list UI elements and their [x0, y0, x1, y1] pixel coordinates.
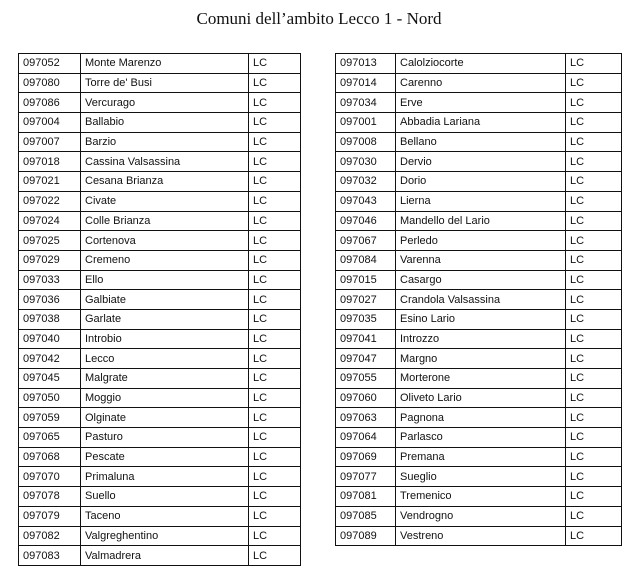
municipality-code-cell: 097083: [19, 546, 81, 566]
table-row: [336, 290, 622, 310]
municipality-code-cell: 097025: [19, 231, 81, 251]
table-row: [19, 506, 301, 526]
municipality-name-cell: Torre de' Busi: [81, 73, 249, 93]
table-row: [336, 309, 622, 329]
municipality-code-cell: 097029: [19, 250, 81, 270]
table-row: [336, 388, 622, 408]
table-row: [336, 349, 622, 369]
municipality-name-cell: Abbadia Lariana: [396, 113, 566, 133]
province-cell: LC: [566, 270, 622, 290]
table-row: [19, 428, 301, 448]
municipality-name-cell: Ello: [81, 270, 249, 290]
municipality-name-cell: Crandola Valsassina: [396, 290, 566, 310]
table-row: [19, 93, 301, 113]
municipality-name-cell: Sueglio: [396, 467, 566, 487]
municipality-code-cell: 097080: [19, 73, 81, 93]
municipality-name-cell: Cassina Valsassina: [81, 152, 249, 172]
municipality-code-cell: 097065: [19, 428, 81, 448]
municipality-name-cell: Cesana Brianza: [81, 172, 249, 192]
table-row: [336, 172, 622, 192]
municipality-code-cell: 097045: [19, 369, 81, 389]
municipalities-table-right: [335, 53, 622, 546]
municipality-name-cell: Margno: [396, 349, 566, 369]
municipality-code-cell: 097041: [336, 329, 396, 349]
province-cell: LC: [249, 349, 301, 369]
municipality-code-cell: 097007: [19, 132, 81, 152]
province-cell: LC: [566, 526, 622, 546]
municipality-name-cell: Cremeno: [81, 250, 249, 270]
table-row: [19, 369, 301, 389]
municipality-code-cell: 097050: [19, 388, 81, 408]
province-cell: LC: [566, 172, 622, 192]
table-row: [336, 250, 622, 270]
province-cell: LC: [249, 250, 301, 270]
municipality-name-cell: Vendrogno: [396, 506, 566, 526]
province-cell: LC: [566, 388, 622, 408]
municipality-code-cell: 097022: [19, 191, 81, 211]
municipality-name-cell: Tremenico: [396, 487, 566, 507]
municipality-code-cell: 097018: [19, 152, 81, 172]
province-cell: LC: [566, 73, 622, 93]
municipality-code-cell: 097004: [19, 113, 81, 133]
municipality-name-cell: Pasturo: [81, 428, 249, 448]
municipality-name-cell: Vercurago: [81, 93, 249, 113]
municipality-code-cell: 097046: [336, 211, 396, 231]
table-body-right: [336, 54, 622, 546]
municipality-name-cell: Pagnona: [396, 408, 566, 428]
municipality-code-cell: 097040: [19, 329, 81, 349]
province-cell: LC: [249, 231, 301, 251]
municipality-code-cell: 097021: [19, 172, 81, 192]
table-row: [336, 231, 622, 251]
province-cell: LC: [249, 54, 301, 74]
table-row: [19, 73, 301, 93]
municipality-code-cell: 097015: [336, 270, 396, 290]
municipality-code-cell: 097027: [336, 290, 396, 310]
table-row: [19, 250, 301, 270]
province-cell: LC: [566, 113, 622, 133]
province-cell: LC: [566, 211, 622, 231]
municipality-name-cell: Premana: [396, 447, 566, 467]
municipality-name-cell: Mandello del Lario: [396, 211, 566, 231]
province-cell: LC: [249, 506, 301, 526]
municipality-code-cell: 097089: [336, 526, 396, 546]
province-cell: LC: [249, 428, 301, 448]
municipality-code-cell: 097055: [336, 369, 396, 389]
table-body-left: [19, 54, 301, 566]
municipality-name-cell: Introbio: [81, 329, 249, 349]
province-cell: LC: [249, 408, 301, 428]
province-cell: LC: [566, 93, 622, 113]
table-row: [19, 113, 301, 133]
province-cell: LC: [566, 231, 622, 251]
municipality-code-cell: 097024: [19, 211, 81, 231]
municipality-code-cell: 097077: [336, 467, 396, 487]
table-row: [19, 231, 301, 251]
municipality-name-cell: Galbiate: [81, 290, 249, 310]
municipality-code-cell: 097086: [19, 93, 81, 113]
province-cell: LC: [249, 113, 301, 133]
municipality-name-cell: Barzio: [81, 132, 249, 152]
municipality-code-cell: 097038: [19, 309, 81, 329]
municipality-name-cell: Parlasco: [396, 428, 566, 448]
province-cell: LC: [249, 487, 301, 507]
municipality-code-cell: 097033: [19, 270, 81, 290]
municipality-code-cell: 097069: [336, 447, 396, 467]
table-row: [336, 487, 622, 507]
municipality-code-cell: 097070: [19, 467, 81, 487]
municipality-name-cell: Introzzo: [396, 329, 566, 349]
municipality-name-cell: Moggio: [81, 388, 249, 408]
table-row: [336, 191, 622, 211]
table-row: [19, 270, 301, 290]
municipality-code-cell: 097032: [336, 172, 396, 192]
municipality-code-cell: 097035: [336, 309, 396, 329]
municipality-name-cell: Casargo: [396, 270, 566, 290]
municipality-name-cell: Ballabio: [81, 113, 249, 133]
municipality-name-cell: Taceno: [81, 506, 249, 526]
municipality-code-cell: 097081: [336, 487, 396, 507]
municipality-code-cell: 097079: [19, 506, 81, 526]
table-row: [19, 329, 301, 349]
table-row: [19, 467, 301, 487]
table-row: [336, 93, 622, 113]
municipality-code-cell: 097068: [19, 447, 81, 467]
province-cell: LC: [249, 191, 301, 211]
municipality-name-cell: Lecco: [81, 349, 249, 369]
municipality-name-cell: Cortenova: [81, 231, 249, 251]
province-cell: LC: [566, 369, 622, 389]
province-cell: LC: [566, 309, 622, 329]
province-cell: LC: [566, 329, 622, 349]
table-row: [19, 447, 301, 467]
municipality-name-cell: Colle Brianza: [81, 211, 249, 231]
table-row: [19, 54, 301, 74]
province-cell: LC: [249, 526, 301, 546]
province-cell: LC: [566, 349, 622, 369]
table-row: [336, 447, 622, 467]
municipality-code-cell: 097063: [336, 408, 396, 428]
table-row: [19, 546, 301, 566]
municipality-code-cell: 097013: [336, 54, 396, 74]
province-cell: LC: [566, 408, 622, 428]
table-row: [336, 467, 622, 487]
table-row: [19, 152, 301, 172]
province-cell: LC: [249, 447, 301, 467]
province-cell: LC: [249, 290, 301, 310]
province-cell: LC: [249, 211, 301, 231]
municipality-name-cell: Bellano: [396, 132, 566, 152]
municipality-code-cell: 097085: [336, 506, 396, 526]
municipality-code-cell: 097001: [336, 113, 396, 133]
municipality-name-cell: Carenno: [396, 73, 566, 93]
municipality-name-cell: Calolziocorte: [396, 54, 566, 74]
municipality-code-cell: 097008: [336, 132, 396, 152]
province-cell: LC: [249, 388, 301, 408]
municipality-code-cell: 097034: [336, 93, 396, 113]
municipality-name-cell: Suello: [81, 487, 249, 507]
municipality-name-cell: Garlate: [81, 309, 249, 329]
province-cell: LC: [249, 309, 301, 329]
municipality-name-cell: Primaluna: [81, 467, 249, 487]
table-row: [19, 526, 301, 546]
municipality-code-cell: 097064: [336, 428, 396, 448]
province-cell: LC: [249, 369, 301, 389]
municipality-code-cell: 097042: [19, 349, 81, 369]
province-cell: LC: [566, 290, 622, 310]
municipality-name-cell: Oliveto Lario: [396, 388, 566, 408]
municipality-name-cell: Monte Marenzo: [81, 54, 249, 74]
table-row: [19, 132, 301, 152]
province-cell: LC: [249, 172, 301, 192]
municipality-code-cell: 097082: [19, 526, 81, 546]
table-row: [336, 54, 622, 74]
province-cell: LC: [249, 152, 301, 172]
table-row: [336, 428, 622, 448]
document-title: Comuni dell’ambito Lecco 1 - Nord: [196, 9, 442, 28]
municipality-name-cell: Lierna: [396, 191, 566, 211]
municipality-name-cell: Pescate: [81, 447, 249, 467]
province-cell: LC: [566, 428, 622, 448]
province-cell: LC: [566, 54, 622, 74]
table-row: [336, 73, 622, 93]
province-cell: LC: [566, 191, 622, 211]
municipality-name-cell: Dorio: [396, 172, 566, 192]
municipality-name-cell: Vestreno: [396, 526, 566, 546]
province-cell: LC: [566, 132, 622, 152]
table-row: [19, 388, 301, 408]
table-row: [19, 191, 301, 211]
municipality-name-cell: Dervio: [396, 152, 566, 172]
table-row: [336, 369, 622, 389]
municipality-code-cell: 097030: [336, 152, 396, 172]
municipality-code-cell: 097060: [336, 388, 396, 408]
table-row: [336, 526, 622, 546]
municipality-name-cell: Civate: [81, 191, 249, 211]
province-cell: LC: [249, 93, 301, 113]
table-row: [19, 408, 301, 428]
table-row: [19, 309, 301, 329]
province-cell: LC: [566, 447, 622, 467]
table-row: [19, 290, 301, 310]
province-cell: LC: [249, 329, 301, 349]
table-row: [19, 349, 301, 369]
municipality-code-cell: 097084: [336, 250, 396, 270]
province-cell: LC: [566, 487, 622, 507]
table-row: [19, 487, 301, 507]
table-row: [336, 211, 622, 231]
table-row: [336, 270, 622, 290]
table-row: [19, 172, 301, 192]
province-cell: LC: [566, 467, 622, 487]
municipality-code-cell: 097078: [19, 487, 81, 507]
table-row: [336, 113, 622, 133]
municipality-code-cell: 097014: [336, 73, 396, 93]
table-row: [336, 408, 622, 428]
municipality-name-cell: Erve: [396, 93, 566, 113]
table-row: [336, 329, 622, 349]
province-cell: LC: [249, 73, 301, 93]
municipality-name-cell: Malgrate: [81, 369, 249, 389]
municipality-name-cell: Esino Lario: [396, 309, 566, 329]
municipality-code-cell: 097047: [336, 349, 396, 369]
municipality-code-cell: 097043: [336, 191, 396, 211]
municipality-code-cell: 097036: [19, 290, 81, 310]
province-cell: LC: [566, 506, 622, 526]
municipality-name-cell: Varenna: [396, 250, 566, 270]
province-cell: LC: [566, 152, 622, 172]
table-row: [336, 506, 622, 526]
municipality-name-cell: Valgreghentino: [81, 526, 249, 546]
municipality-code-cell: 097052: [19, 54, 81, 74]
province-cell: LC: [249, 546, 301, 566]
municipality-name-cell: Morterone: [396, 369, 566, 389]
province-cell: LC: [249, 270, 301, 290]
municipality-name-cell: Perledo: [396, 231, 566, 251]
municipality-name-cell: Olginate: [81, 408, 249, 428]
province-cell: LC: [566, 250, 622, 270]
table-row: [19, 211, 301, 231]
province-cell: LC: [249, 132, 301, 152]
table-row: [336, 152, 622, 172]
municipality-code-cell: 097067: [336, 231, 396, 251]
province-cell: LC: [249, 467, 301, 487]
table-row: [336, 132, 622, 152]
municipality-name-cell: Valmadrera: [81, 546, 249, 566]
municipality-code-cell: 097059: [19, 408, 81, 428]
municipalities-table-left: [18, 53, 301, 566]
